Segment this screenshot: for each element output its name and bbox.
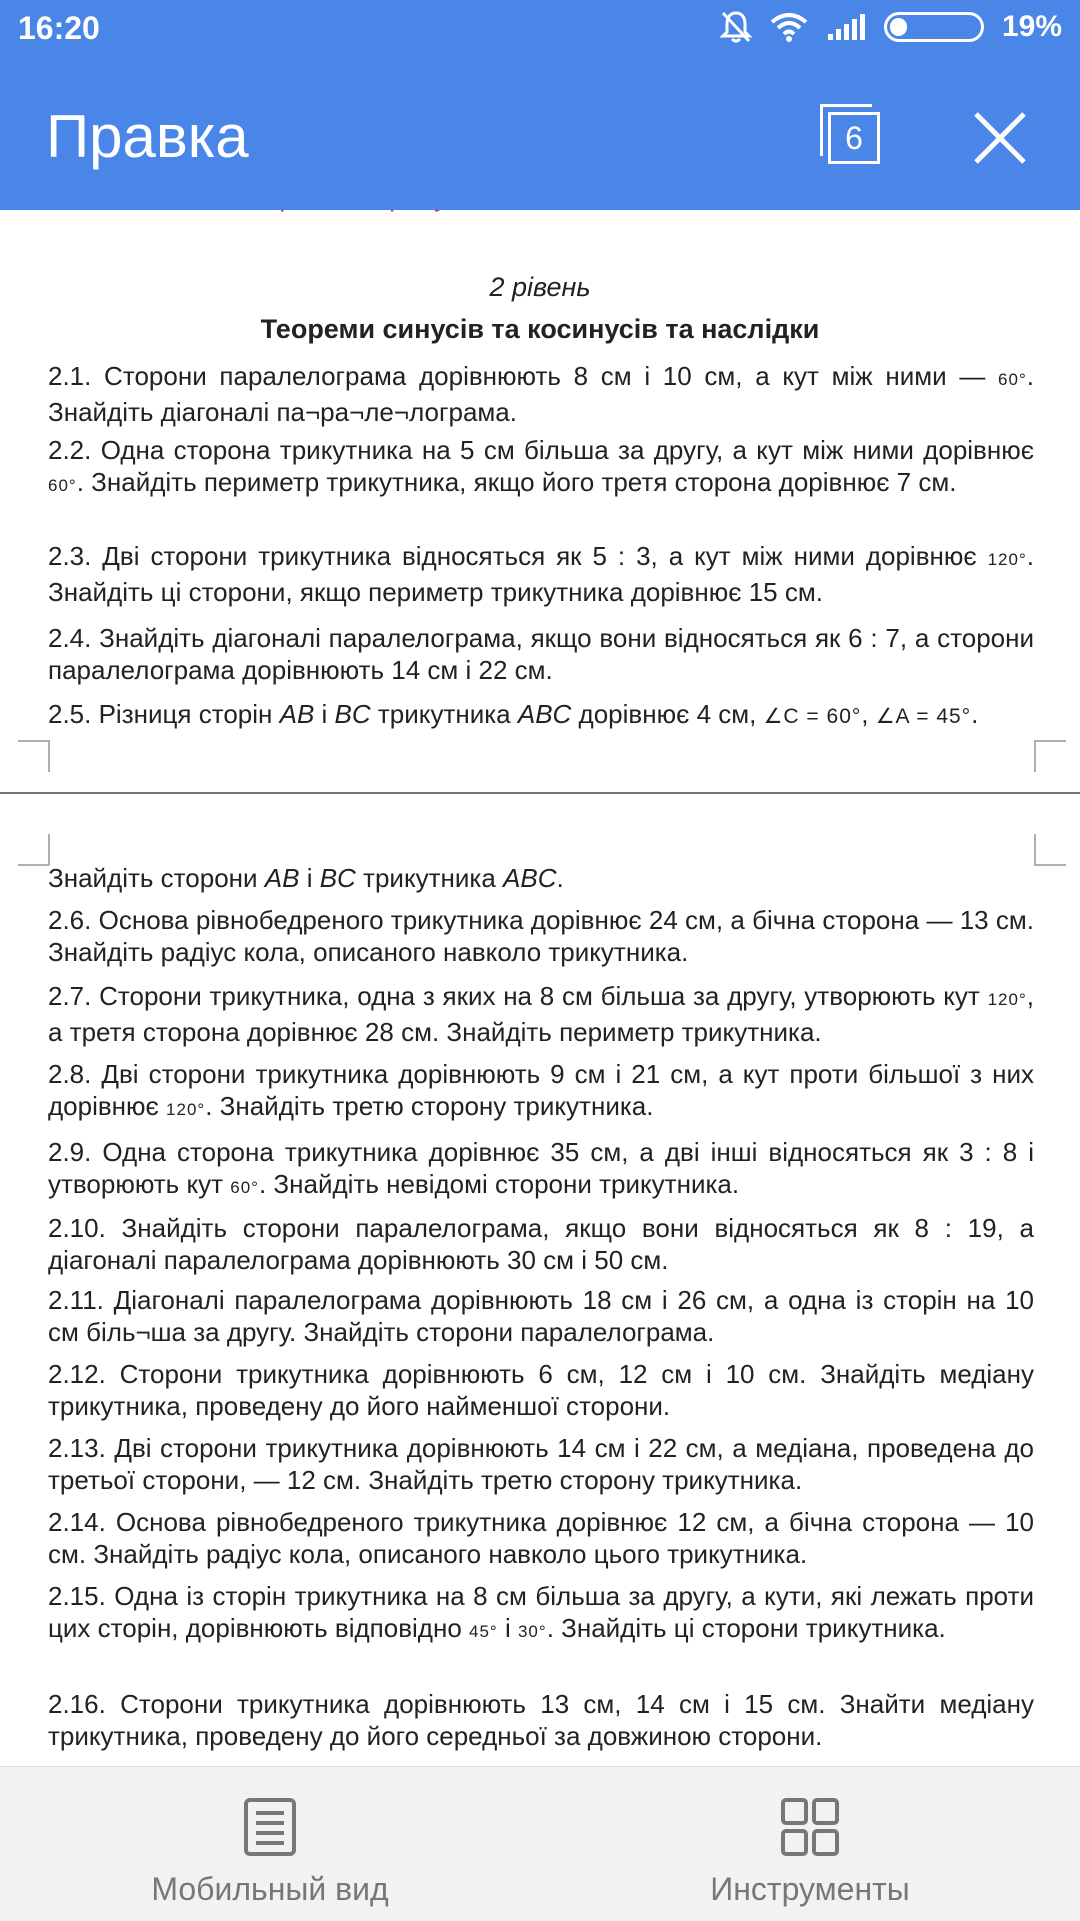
angle-value: 60° bbox=[230, 1178, 259, 1197]
level-title: 2 рівень bbox=[489, 272, 591, 302]
text: 2.5. Різниця сторін bbox=[48, 699, 280, 729]
status-bar bbox=[0, 0, 1080, 60]
text: . Знайдіть третю сторону трикутника. bbox=[205, 1091, 654, 1121]
problem-2-4: 2.4. Знайдіть діагоналі паралелограма, якщо вони відносяться як 6 : 7, а сторони паралелограма дорівнюють 14 см і 22 см. bbox=[48, 623, 1034, 685]
status-icons bbox=[720, 10, 1062, 44]
var: ABC bbox=[503, 863, 557, 893]
battery-level bbox=[890, 18, 907, 36]
grid-icon bbox=[780, 1797, 840, 1857]
problem-2-12: 2.12. Сторони трикутника дорівнюють 6 см, 12 см і 10 см. Знайдіть медіану трикутника, проведену до його найменшої сторони. bbox=[48, 1359, 1034, 1421]
problem-2-3 bbox=[48, 540, 1034, 608]
text: . Знайдіть периметр трикутника, якщо його третя сторона дорівнює 7 см. bbox=[76, 467, 957, 497]
angle-a: ∠A = 45° bbox=[875, 705, 972, 728]
text: . Знайдіть невідомі сторони трикутника. bbox=[258, 1169, 740, 1199]
bell-off-icon bbox=[720, 10, 752, 44]
text: . bbox=[971, 699, 979, 729]
problem-2-11: 2.11. Діагоналі паралелограма дорівнюють 18 см і 26 см, а одна із сторін на 10 см біль¬ша за другу. Знайдіть сторони паралелограма. bbox=[48, 1285, 1034, 1347]
mobile-view-button[interactable] bbox=[0, 1767, 540, 1921]
problem-2-2 bbox=[48, 434, 1034, 502]
problem-2-16: 2.16. Сторони трикутника дорівнюють 13 см, 14 см і 15 см. Знайти медіану трикутника, проведену до його середньої за довжиною сторони. bbox=[48, 1689, 1034, 1751]
app-bar bbox=[0, 0, 1080, 210]
text: 2.3. Дві сторони трикутника відносяться як 5 : 3, а кут між ними дорівнює bbox=[48, 541, 988, 571]
problem-2-14: 2.14. Основа рівнобедреного трикутника дорівнює 12 см, а бічна сторона — 10 см. Знайдіть радіус кола, описаного навколо цього трикутника. bbox=[48, 1507, 1034, 1569]
tabs-count: 6 bbox=[828, 112, 880, 164]
text: . Знайдіть діагоналі па¬ра¬ле¬лограма. bbox=[48, 361, 1034, 427]
text: 2.2. Одна сторона трикутника на 5 см більша за другу, а кут між ними дорівнює bbox=[48, 435, 1034, 465]
problem-2-5-cont bbox=[48, 862, 1034, 894]
document-list-icon bbox=[242, 1797, 298, 1857]
angle-value: 45° bbox=[469, 1622, 498, 1641]
page-corner bbox=[1034, 834, 1066, 866]
battery-percent: 19% bbox=[1001, 10, 1062, 43]
page-break bbox=[0, 792, 1080, 794]
problem-2-7 bbox=[48, 980, 1034, 1048]
text: 2.7. Сторони трикутника, одна з яких на 8 см більша за другу, утворюють кут bbox=[48, 981, 988, 1011]
tabs-button[interactable] bbox=[820, 104, 882, 160]
angle-c: ∠C = 60° bbox=[763, 705, 862, 728]
text: , bbox=[861, 699, 876, 729]
text: 2.9. Одна сторона трикутника дорівнює 35 см, а дві інші відносяться як 3 : 8 і утворюють кут bbox=[48, 1137, 1034, 1199]
angle-value: 60° bbox=[48, 476, 77, 495]
section-heading: Теореми синусів та косинусів та наслідки bbox=[260, 314, 820, 344]
problem-2-10: 2.10. Знайдіть сторони паралелограма, якщо вони відносяться як 8 : 19, а діагоналі паралелограма дорівнюють 30 см і 50 см. bbox=[48, 1213, 1034, 1275]
text: і bbox=[299, 863, 320, 893]
text: дорівнює 4 см, bbox=[571, 699, 764, 729]
problem-2-8 bbox=[48, 1058, 1034, 1126]
page-corner bbox=[18, 834, 50, 866]
text: . Знайдіть ці сторони, якщо периметр трикутника дорівнює 15 см. bbox=[48, 541, 1034, 607]
page-corner bbox=[1034, 740, 1066, 772]
page-corner bbox=[18, 740, 50, 772]
angle-value: 30° bbox=[517, 1622, 547, 1641]
var: BC bbox=[334, 699, 371, 729]
problem-2-15 bbox=[48, 1580, 1034, 1648]
problem-2-13: 2.13. Дві сторони трикутника дорівнюють 14 см і 22 см, а медіана, проведена до третьої сторони, — 12 см. Знайдіть третю сторону трикутника. bbox=[48, 1433, 1034, 1495]
text: , а третя сторона дорівнює 28 см. Знайдіть периметр трикутника. bbox=[48, 981, 1034, 1047]
problem-2-6: 2.6. Основа рівнобедреного трикутника дорівнює 24 см, а бічна сторона — 13 см. Знайдіть радіус кола, описаного навколо трикутника. bbox=[48, 905, 1034, 967]
problem-2-5 bbox=[48, 698, 1034, 733]
text: трикутника bbox=[370, 699, 518, 729]
angle-value: 120° bbox=[987, 990, 1027, 1009]
text: 2.8. Дві сторони трикутника дорівнюють 9 см і 21 см, а кут проти більшої з них дорівнює bbox=[48, 1059, 1034, 1121]
text: 2.15. Одна із сторін трикутника на 8 см більша за другу, а кути, які лежать проти цих сторін, дорівнюють відповідно bbox=[48, 1581, 1034, 1643]
text: трикутника bbox=[355, 863, 504, 893]
var: AB bbox=[264, 863, 300, 893]
page-title: Правка bbox=[46, 103, 249, 170]
var: BC bbox=[319, 863, 356, 893]
text: 2.1. Сторони паралелограма дорівнюють 8 см і 10 см, а кут між ними — bbox=[48, 361, 999, 391]
bottom-toolbar bbox=[0, 1766, 1080, 1921]
wifi-icon bbox=[770, 12, 808, 42]
angle-value: 120° bbox=[987, 550, 1027, 569]
tools-label: Инструменты bbox=[710, 1871, 910, 1907]
text: Знайдіть сторони bbox=[48, 863, 265, 893]
document-view[interactable] bbox=[0, 210, 1080, 1766]
var: ABC bbox=[517, 699, 572, 729]
close-icon[interactable] bbox=[972, 110, 1028, 166]
tools-button[interactable] bbox=[540, 1767, 1080, 1921]
problem-2-9 bbox=[48, 1136, 1034, 1204]
angle-value: 60° bbox=[998, 370, 1027, 389]
signal-icon bbox=[826, 12, 866, 42]
text: . Знайдіть ці сторони трикутника. bbox=[546, 1613, 946, 1643]
mobile-view-label: Мобильный вид bbox=[151, 1871, 389, 1907]
problem-2-1 bbox=[48, 360, 1034, 428]
status-time: 16:20 bbox=[18, 10, 100, 46]
var: AB bbox=[279, 699, 315, 729]
text: . bbox=[556, 863, 564, 893]
battery-icon bbox=[884, 12, 984, 42]
text: і bbox=[497, 1613, 518, 1643]
angle-value: 120° bbox=[166, 1100, 206, 1119]
text: і bbox=[314, 699, 335, 729]
